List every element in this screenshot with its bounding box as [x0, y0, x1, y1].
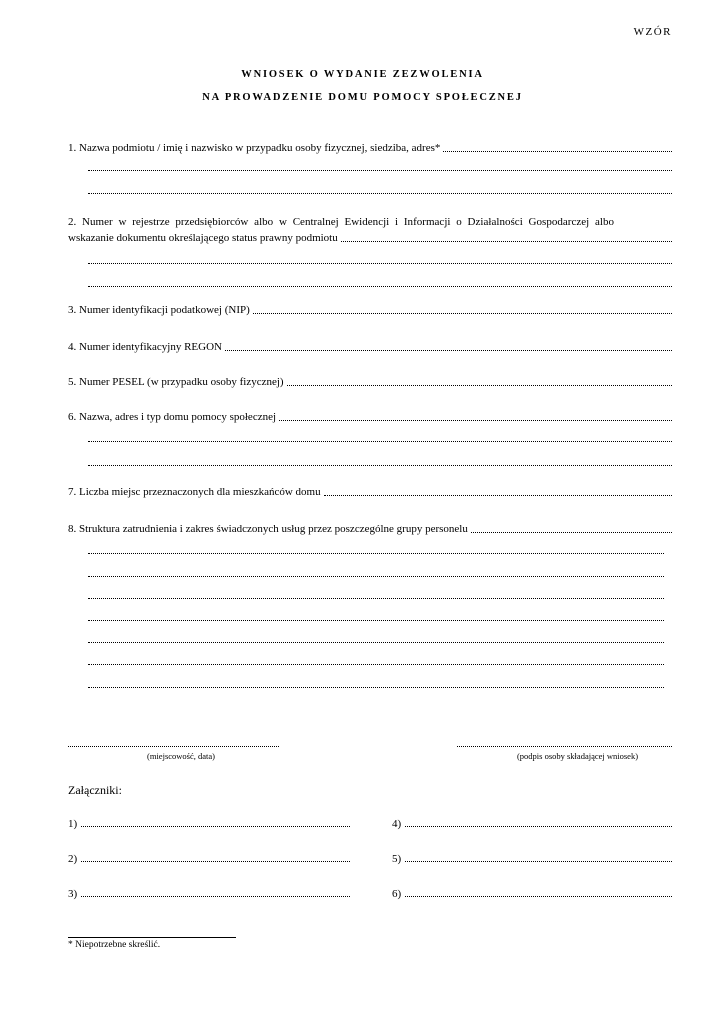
field-6-row[interactable] — [68, 410, 672, 424]
place-date-line[interactable] — [68, 746, 279, 747]
attachment-1[interactable] — [68, 818, 350, 830]
field-8-line-7[interactable] — [88, 664, 664, 665]
document-label: WZÓR — [633, 26, 672, 38]
field-1-line[interactable] — [443, 150, 672, 152]
field-2-line-3[interactable] — [88, 286, 672, 287]
footnote: * Niepotrzebne skreślić. — [68, 940, 161, 950]
signature-line[interactable] — [457, 746, 672, 747]
field-1-row[interactable] — [68, 141, 672, 155]
footnote-separator — [68, 937, 236, 938]
field-6-label: 6. Nazwa, adres i typ domu pomocy społecznej — [68, 411, 277, 423]
field-4-line[interactable] — [225, 349, 672, 351]
attachment-1-number: 1) — [68, 818, 78, 830]
field-1-label: 1. Nazwa podmiotu / imię i nazwisko w przypadku osoby fizycznej, siedziba, adres* — [68, 142, 441, 154]
field-6-line[interactable] — [279, 419, 672, 421]
attachment-5-line[interactable] — [405, 861, 672, 862]
attachment-3-line[interactable] — [81, 896, 350, 897]
attachment-5-number: 5) — [392, 853, 402, 865]
field-4-row[interactable] — [68, 340, 672, 354]
attachment-2-line[interactable] — [81, 861, 350, 862]
field-2-row[interactable] — [68, 231, 672, 245]
attachment-4-line[interactable] — [405, 826, 672, 827]
field-8-line-4[interactable] — [88, 598, 664, 599]
field-7-line[interactable] — [324, 494, 672, 496]
attachment-6[interactable] — [392, 888, 672, 900]
field-1-line-3[interactable] — [88, 193, 672, 194]
field-8-label: 8. Struktura zatrudnienia i zakres świadczonych usług przez poszczególne grupy personelu — [68, 523, 468, 535]
field-6-line-2[interactable] — [88, 441, 672, 442]
signature-caption: (podpis osoby składającej wniosek) — [516, 751, 639, 761]
attachment-4[interactable] — [392, 818, 672, 830]
field-7-row[interactable] — [68, 485, 672, 499]
field-6-line-3[interactable] — [88, 465, 672, 466]
attachment-3[interactable] — [68, 888, 350, 900]
attachment-4-number: 4) — [392, 818, 402, 830]
attachment-2-number: 2) — [68, 853, 78, 865]
field-3-row[interactable] — [68, 303, 672, 317]
field-4-label: 4. Numer identyfikacyjny REGON — [68, 341, 222, 353]
attachment-1-line[interactable] — [81, 826, 350, 827]
field-2-line-2[interactable] — [88, 263, 672, 264]
attachment-5[interactable] — [392, 853, 672, 865]
field-5-row[interactable] — [68, 375, 672, 389]
field-8-line-8[interactable] — [88, 687, 664, 688]
field-8-line[interactable] — [471, 531, 672, 533]
field-8-line-6[interactable] — [88, 642, 664, 643]
attachment-2[interactable] — [68, 853, 350, 865]
place-date-caption: (miejscowość, data) — [147, 751, 215, 761]
field-5-label: 5. Numer PESEL (w przypadku osoby fizycznej) — [68, 376, 284, 388]
field-7-label: 7. Liczba miejsc przeznaczonych dla mieszkańców domu — [68, 486, 321, 498]
field-3-line[interactable] — [253, 312, 672, 314]
attachment-3-number: 3) — [68, 888, 78, 900]
attachments-heading: Załączniki: — [68, 783, 122, 797]
field-3-label: 3. Numer identyfikacji podatkowej (NIP) — [68, 304, 250, 316]
field-8-line-2[interactable] — [88, 553, 664, 554]
field-8-row[interactable] — [68, 522, 672, 536]
field-2-label-line-1: 2. Numer w rejestrze przedsiębiorców albo w Centralnej Ewidencji i Informacji o Działalności Gospodarczej albo — [68, 216, 615, 228]
form-title-line-2: NA PROWADZENIE DOMU POMOCY SPOŁECZNEJ — [202, 92, 523, 103]
field-2-label-line-2: wskazanie dokumentu określającego status prawny podmiotu — [68, 232, 338, 244]
form-title-line-1: WNIOSEK O WYDANIE ZEZWOLENIA — [241, 69, 484, 80]
field-1-line-2[interactable] — [88, 170, 672, 171]
field-2-line[interactable] — [341, 240, 672, 242]
attachment-6-number: 6) — [392, 888, 402, 900]
field-8-line-3[interactable] — [88, 576, 664, 577]
attachment-6-line[interactable] — [405, 896, 672, 897]
field-5-line[interactable] — [287, 384, 672, 386]
field-8-line-5[interactable] — [88, 620, 664, 621]
